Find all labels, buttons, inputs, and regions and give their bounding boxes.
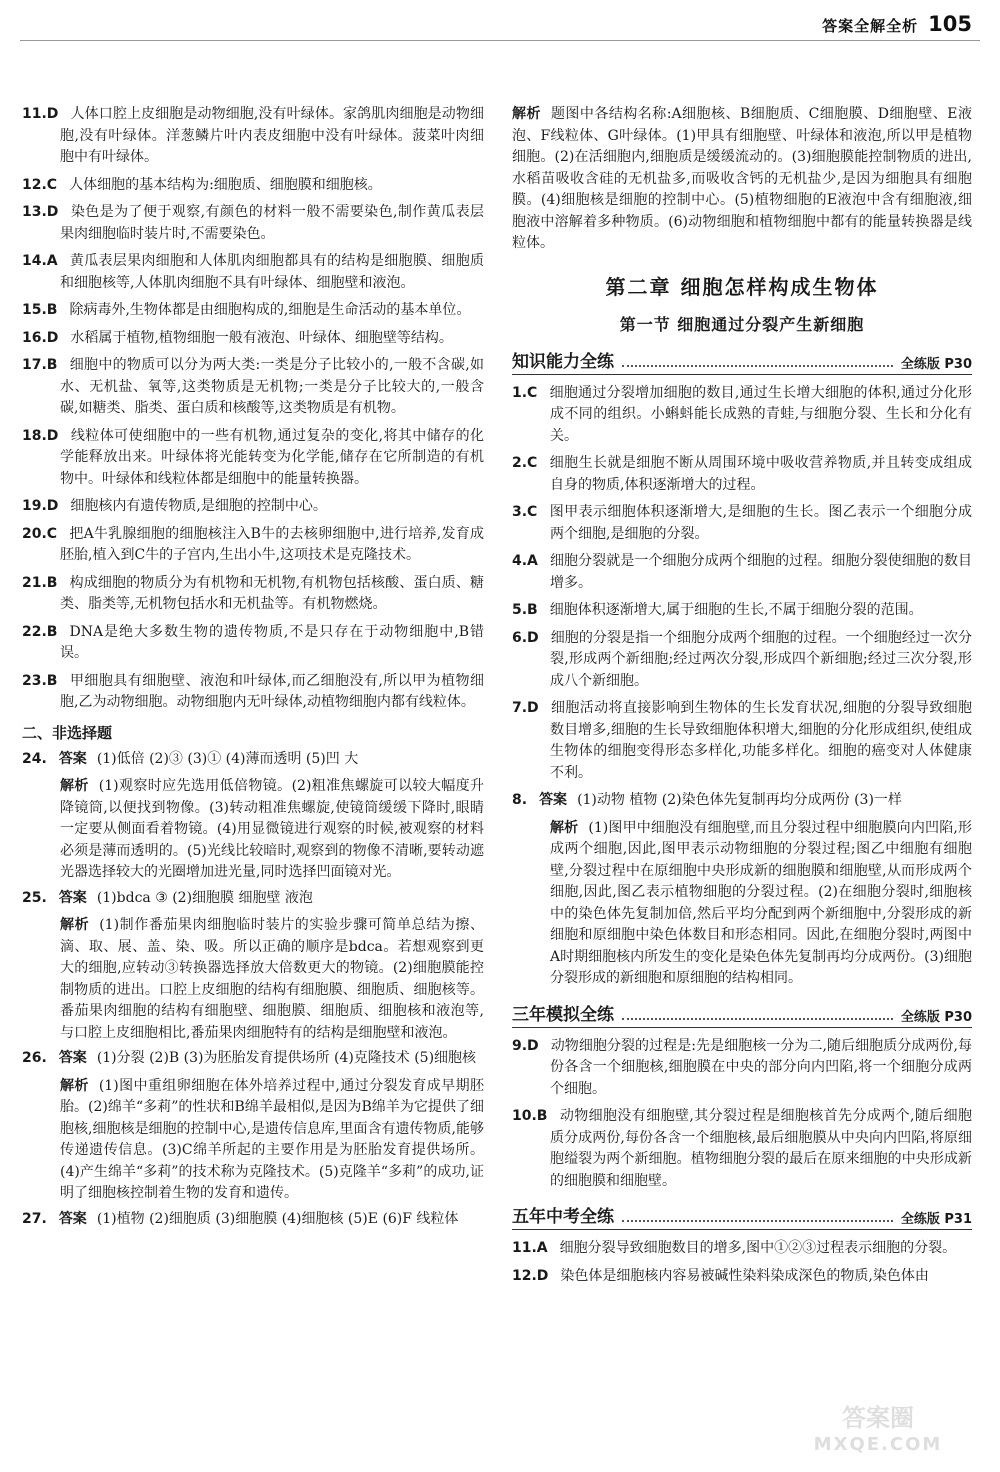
band-title: 五年中考全练 [512, 1207, 614, 1227]
analysis-block: 解析 题图中各结构名称:A细胞核、B细胞质、C细胞膜、D细胞壁、E液泡、F线粒体、G叶绿体。(1)甲具有细胞壁、叶绿体和液泡,所以甲是植物细胞。(2)在活细胞内,细胞质是缓缓流动的。(3)细胞膜能控制物质的进出,水稻苗吸收含硅的无机盐多,而吸收含钙的无机盐少,是因为细胞具有细胞膜。(4)细胞核是细胞的控制中心。(5)植物细胞的E液泡中含有细胞液,细胞液中溶解着多种物质。(6)动物细胞和植物细胞中都有的能量转换器是线粒体。 [512, 106, 972, 251]
band-title: 知识能力全练 [512, 351, 614, 372]
band-divider [622, 365, 893, 367]
page-header [822, 12, 972, 36]
band-ref: 全练版 P30 [900, 356, 972, 372]
answer-item: 17.B 细胞中的物质可以分为两大类:一类是分子比较小的,一般不含碳,如水、无机盐、氧等,这类物质是无机物;一类是分子比较大的,一般含碳,如糖类、脂类、蛋白质和核酸等,这类物质是有机物。 [22, 357, 484, 416]
answer-item: 8. 答案 (1)动物 植物 (2)染色体先复制再均分成两份 (3)一样 [512, 792, 902, 808]
right-column [512, 104, 972, 1293]
answer-item: 13.D 染色是为了便于观察,有颜色的材料一般不需要染色,制作黄瓜表层果肉细胞临时装片时,不需要染色。 [22, 204, 484, 242]
analysis-block: 解析 (1)观察时应先选用低倍物镜。(2)粗准焦螺旋可以较大幅度升降镜筒,以便找到物像。(3)转动粗准焦螺旋,使镜筒缓缓下降时,眼睛一定要从侧面看着物镜。(4)用显微镜进行观察的时候,被观察的材料必须是薄而透明的。(5)光线比较暗时,观察到的物像不清晰,要转动遮光器选择较大的光圈增加进光量,同时选择凹面镜对光。 [60, 778, 484, 880]
analysis-block: 解析 (1)图甲中细胞没有细胞壁,而且分裂过程中细胞膜向内凹陷,形成两个细胞,因此,图甲表示动物细胞的分裂过程;图乙中细胞有细胞壁,分裂过程中在原细胞中央形成新的细胞膜和细胞壁,从而形成两个细胞,因此,图乙表示植物细胞的分裂过程。(2)在细胞分裂时,细胞核中的染色体先复制加倍,然后平均分配到两个新细胞中,分裂形成的新细胞和原细胞中染色体数目和形态相同。因此,在细胞分裂时,两图中A时期细胞核内所发生的变化是染色体先复制再均分成两份。(3)细胞分裂形成的新细胞和原细胞的结构相同。 [550, 819, 973, 986]
answer-item: 12.C 人体细胞的基本结构为:细胞质、细胞膜和细胞核。 [22, 176, 382, 193]
answer-item: 20.C 把A牛乳腺细胞的细胞核注入B牛的去核卵细胞中,进行培养,发育成胚胎,植入到C牛的子宫内,生出小牛,这项技术是克隆技术。 [22, 525, 484, 563]
answer-item: 9.D 动物细胞分裂的过程是:先是细胞核一分为二,随后细胞质分成两份,每份各含一个细胞核,细胞膜在中央的部分向内凹陷,将一个细胞分成两个细胞。 [512, 1037, 972, 1097]
watermark-line2: MXQE.COM [813, 1434, 943, 1455]
header-rule [20, 40, 980, 41]
answer-item: 19.D 细胞核内有遗传物质,是细胞的控制中心。 [22, 498, 327, 514]
band-divider [622, 1018, 893, 1020]
answer-item: 22.B DNA是绝大多数生物的遗传物质,不是只存在于动物细胞中,B错误。 [22, 623, 484, 661]
chapter-title: 第二章 细胞怎样构成生物体 [605, 274, 879, 299]
answer-item: 27. 答案 (1)植物 (2)细胞质 (3)细胞膜 (4)细胞核 (5)E (6)F 线粒体 [22, 1210, 459, 1227]
answer-item: 18.D 线粒体可使细胞中的一些有机物,通过复杂的变化,将其中储存的化学能释放出来。叶绿体将光能转变为化学能,储存在它所制造的有机物中。叶绿体和线粒体都是细胞中的能量转换器。 [22, 427, 484, 487]
answer-item: 16.D 水稻属于植物,植物细胞一般有液泡、叶绿体、细胞壁等结构。 [22, 329, 453, 346]
answer-item: 10.B 动物细胞没有细胞壁,其分裂过程是细胞核首先分成两个,随后细胞质分成两份,每份各含一个细胞核,最后细胞膜从中央向内凹陷,将原细胞缢裂为两个新细胞。植物细胞分裂的最后在原来细胞的中央形成新的细胞膜和细胞壁。 [512, 1108, 972, 1189]
header-title: 答案全解全析 [822, 17, 919, 35]
answer-item: 2.C 细胞生长就是细胞不断从周围环境中吸收营养物质,并且转变成组成自身的物质,体积逐渐增大的过程。 [512, 455, 972, 493]
band-ref: 全练版 P30 [900, 1009, 972, 1025]
answer-item: 15.B 除病毒外,生物体都是由细胞构成的,细胞是生命活动的基本单位。 [22, 302, 471, 318]
answer-item: 6.D 细胞的分裂是指一个细胞分成两个细胞的过程。一个细胞经过一次分裂,形成两个新细胞;经过两次分裂,形成四个新细胞;经过三次分裂,形成八个新细胞。 [512, 629, 972, 689]
answer-item: 23.B 甲细胞具有细胞壁、液泡和叶绿体,而乙细胞没有,所以甲为植物细胞,乙为动物细胞。动物细胞内无叶绿体,动植物细胞内都有线粒体。 [22, 672, 484, 710]
watermark-logo [778, 1398, 978, 1458]
answer-item: 7.D 细胞活动将直接影响到生物体的生长发育状况,细胞的分裂导致细胞数目增多,细胞的生长导致细胞体积增大,细胞的分化形成组织,使组成生物体的细胞变得形态多样化,功能多样化。细胞的癌变对人体健康不利。 [512, 700, 972, 781]
answer-item: 24. 答案 (1)低倍 (2)③ (3)① (4)薄而透明 (5)凹 大 [22, 750, 359, 767]
answer-item: 1.C 细胞通过分裂增加细胞的数目,通过生长增大细胞的体积,通过分化形成不同的组织。小蝌蚪能长成熟的青蛙,与细胞分裂、生长和分化有关。 [512, 384, 972, 444]
analysis-block: 解析 (1)图中重组卵细胞在体外培养过程中,通过分裂发育成早期胚胎。(2)绵羊“多莉”的性状和B绵羊最相似,是因为B绵羊为它提供了细胞核,细胞核是细胞的控制中心,是遗传信息库,里面含有遗传物质,能够传递遗传信息。(3)C绵羊所起的主要作用是为胚胎发育提供场所。(4)产生绵羊“多莉”的技术称为克隆技术。(5)克隆羊“多莉”的成功,证明了细胞核控制着生物的发育和遗传。 [60, 1077, 485, 1201]
section-title: 第一节 细胞通过分裂产生新细胞 [619, 314, 865, 334]
section-band [512, 347, 972, 375]
band-title: 三年模拟全练 [512, 1004, 614, 1025]
answer-item: 3.C 图甲表示细胞体积逐渐增大,是细胞的生长。图乙表示一个细胞分成两个细胞,是细胞的分裂。 [512, 504, 972, 542]
analysis-block: 解析 (1)制作番茄果肉细胞临时装片的实验步骤可简单总结为擦、滴、取、展、盖、染、吸。所以正确的顺序是bdca。若想观察到更大的细胞,应转动③转换器选择放大倍数更大的物镜。(2)细胞膜能控制物质的进出。口腔上皮细胞的结构有细胞膜、细胞质、细胞核等。番茄果肉细胞的结构有细胞壁、细胞膜、细胞质、细胞核和液泡等,与口腔上皮细胞相比,番茄果肉细胞特有的结构是细胞壁和液泡。 [60, 917, 484, 1041]
answer-item: 4.A 细胞分裂就是一个细胞分成两个细胞的过程。细胞分裂使细胞的数目增多。 [512, 553, 972, 591]
left-column [22, 104, 484, 1236]
answer-item: 14.A 黄瓜表层果肉细胞和人体肌肉细胞都具有的结构是细胞膜、细胞质和细胞核等,人体肌肉细胞不具有叶绿体、细胞壁和液泡。 [22, 253, 484, 291]
answer-item: 25. 答案 (1)bdca ③ (2)细胞膜 细胞壁 液泡 [22, 889, 313, 906]
answer-item: 5.B 细胞体积逐渐增大,属于细胞的生长,不属于细胞分裂的范围。 [512, 602, 923, 618]
section-band [512, 1202, 972, 1230]
section-band [512, 1000, 972, 1028]
watermark-line1: 答案圈 [842, 1404, 914, 1432]
band-divider [622, 1220, 893, 1222]
answer-item: 11.D 人体口腔上皮细胞是动物细胞,没有叶绿体。家鸽肌肉细胞是动物细胞,没有叶绿体。洋葱鳞片叶内表皮细胞中没有叶绿体。菠菜叶肉细胞中有叶绿体。 [22, 106, 484, 165]
answer-item: 11.A 细胞分裂导致细胞数目的增多,图中①②③过程表示细胞的分裂。 [512, 1240, 957, 1256]
section-heading: 二、非选择题 [22, 723, 113, 742]
answer-item: 21.B 构成细胞的物质分为有机物和无机物,有机物包括核酸、蛋白质、糖类、脂类等,无机物包括水和无机盐等。有机物燃烧。 [22, 574, 484, 612]
answer-item: 12.D 染色体是细胞核内容易被碱性染料染成深色的物质,染色体由 [512, 1267, 929, 1284]
page-number: 105 [928, 12, 972, 36]
answer-item: 26. 答案 (1)分裂 (2)B (3)为胚胎发育提供场所 (4)克隆技术 (5)细胞核 [22, 1050, 477, 1066]
band-ref: 全练版 P31 [900, 1212, 972, 1227]
